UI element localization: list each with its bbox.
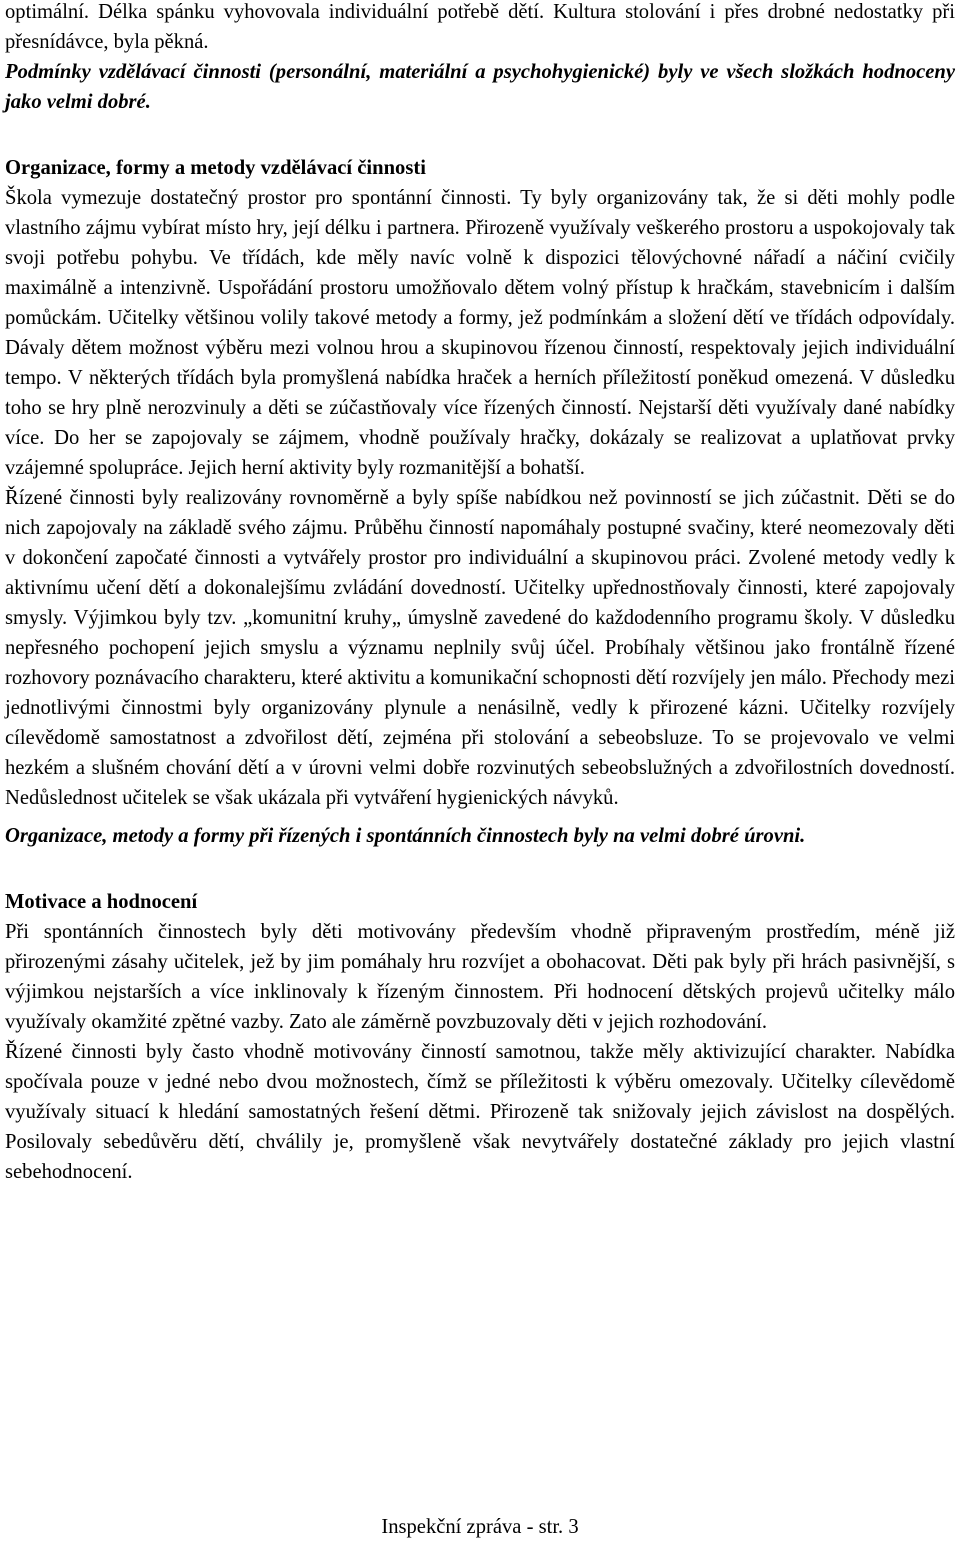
- section-1-paragraph-1: Škola vymezuje dostatečný prostor pro spontánní činnosti. Ty byly organizovány tak, že si děti mohly podle vlastního zájmu vybírat místo hry, její délku i partnera. Přirozeně využívaly veškerého prostoru a uspokojovaly tak svoji potřebu pohybu. Ve třídách, kde měly navíc volně k dispozici tělovýchovné nářadí a náčiní cvičily maximálně a intenzivně. Uspořádání prostoru umožňovalo dětem volný přístup k hračkám, stavebnicím i dalším pomůckám. Učitelky většinou volily takové metody a formy, jež podmínkám a složení dětí ve třídách odpovídaly. Dávaly dětem možnost výběru mezi volnou hrou a skupinovou řízenou činností, respektovaly jejich individuální tempo. V některých třídách byla promyšlená nabídka hraček a herních příležitostí poněkud omezená. V důsledku toho se hry plně nerozvinuly a děti se zúčastňovaly více řízených činností. Nejstarší děti využívaly dané nabídky více. Do her se zapojovaly se zájmem, vhodně používaly hračky, dokázaly se realizovat a uplatňovat prvky vzájemné spolupráce. Jejich herní aktivity byly rozmanitější a bohatší.: [5, 187, 955, 479]
- section-1-paragraph-2: Řízené činnosti byly realizovány rovnoměrně a byly spíše nabídkou než povinností se jich zúčastnit. Děti se do nich zapojovaly na základě svého zájmu. Průběhu činností napomáhaly postupné svačiny, které neomezovaly děti v dokončení započaté činnosti a vytvářely prostor pro individuální a skupinovou práci. Zvolené metody vedly k aktivnímu učení dětí a dokonalejšímu zvládání dovedností. Učitelky upřednostňovaly činnosti, které zapojovaly smysly. Výjimkou byly tzv. „komunitní kruhy„ úmyslně zavedené do každodenního programu školy. V důsledku nepřesného pochopení jejich smyslu a významu neplnily svůj účel. Probíhaly většinou jako frontálně řízené rozhovory poznávacího charakteru, které aktivitu a komunikační schopnosti dětí rozvíjely jen málo. Přechody mezi jednotlivými činnostmi byly organizovány plynule a nenásilně, vedly k přirozené kázni. Učitelky rozvíjely cílevědomě samostatnost a zdvořilost dětí, zejména při stolování a sebeobsluze. To se projevovalo ve velmi hezkém a slušném chování dětí a v úrovni velmi dobře rozvinutých sebeobslužných a zdvořilostních dovedností. Nedůslednost učitelek se však ukázala při vytváření hygienických návyků.: [5, 487, 955, 809]
- section-heading-organizace: Organizace, formy a metody vzdělávací činnosti: [5, 157, 426, 179]
- document-page: [5, 0, 955, 1187]
- section-2-paragraph-2: Řízené činnosti byly často vhodně motivovány činností samotnou, takže měly aktivizující charakter. Nabídka spočívala pouze v jedné nebo dvou možnostech, čímž se příležitosti k výběru omezovaly. Učitelky cílevědomě využívaly situací k hledání samostatných řešení dětmi. Přirozeně tak snižovaly jejich závislost na dospělých. Posilovaly sebedůvěru dětí, chválily je, promyšleně však nevytvářely dostatečné základy pro jejich vlastní sebehodnocení.: [5, 1041, 955, 1183]
- section-1-conclusion: Organizace, metody a formy při řízených i spontánních činnostech byly na velmi dobré úrovni.: [5, 825, 806, 847]
- intro-paragraph: optimální. Délka spánku vyhovovala individuální potřebě dětí. Kultura stolování i přes drobné nedostatky při přesnídávce, byla pěkná.: [5, 1, 955, 53]
- intro-conclusion: Podmínky vzdělávací činnosti (personální, materiální a psychohygienické) byly ve všech složkách hodnoceny jako velmi dobré.: [5, 61, 955, 113]
- section-2-paragraph-1: Při spontánních činnostech byly děti motivovány především vhodně připraveným prostředím, méně již přirozenými zásahy učitelek, jež by jim pomáhaly hru rozvíjet a obohacovat. Děti pak byly při hrách pasivnější, s výjimkou nejstarších a více inklinovaly k řízeným činnostem. Při hodnocení dětských projevů učitelky málo využívaly okamžité zpětné vazby. Zato ale záměrně povzbuzovaly děti v jejich rozhodování.: [5, 921, 955, 1033]
- page-footer: [0, 1512, 960, 1542]
- page-number-label: Inspekční zpráva - str. 3: [381, 1516, 579, 1538]
- section-heading-motivace: Motivace a hodnocení: [5, 891, 198, 913]
